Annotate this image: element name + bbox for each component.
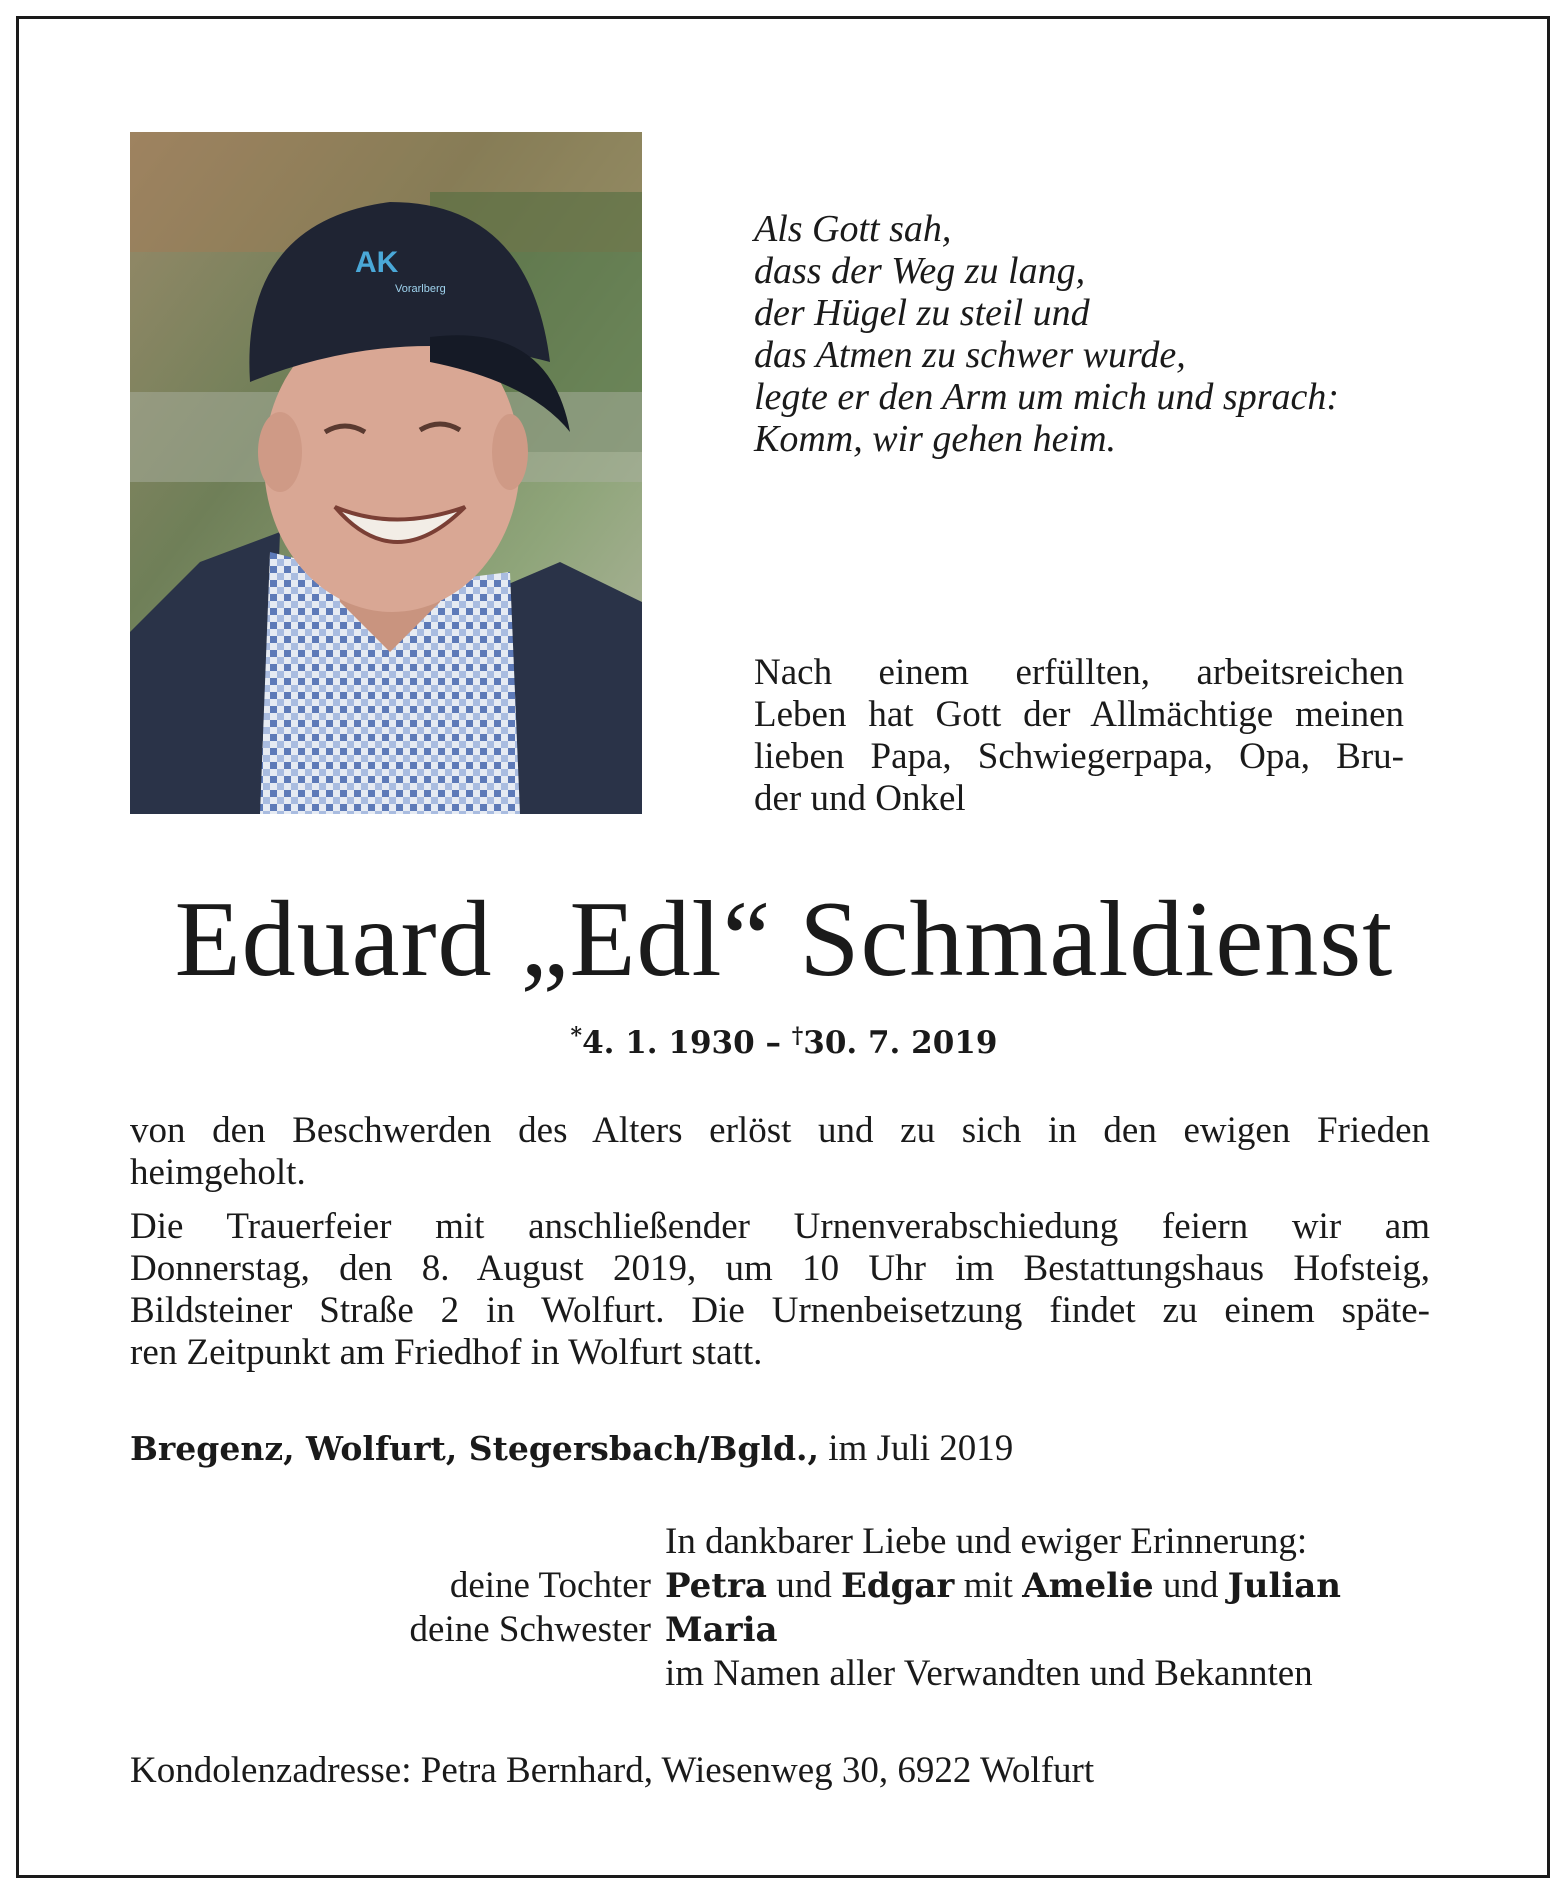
paragraph-line: heimgeholt. [130,1152,306,1193]
paragraph-line: von den Beschwerden des Alters erlöst und zu sich in den ewigen Frieden [130,1110,1430,1151]
intro-line: Nach einem erfüllten, arbeitsreichen [754,652,1404,693]
death-date: 30. 7. 2019 [803,1025,998,1061]
locations: Bregenz, Wolfurt, Stegersbach/Bgld., [130,1429,820,1468]
daughter-label: deine Tochter [449,1565,651,1606]
condolence-address: Kondolenzadresse: Petra Bernhard, Wiesenweg 30, 6922 Wolfurt [130,1750,1095,1791]
son-in-law-name: Edgar [840,1566,955,1606]
poem-line: dass der Weg zu lang, [754,250,1086,292]
month-year: im Juli 2019 [819,1428,1014,1469]
paragraph-line: ren Zeitpunkt am Friedhof in Wolfurt statt. [130,1332,763,1373]
intro-text [754,652,1404,820]
mourners-heading: In dankbarer Liebe und ewiger Erinnerung: [665,1521,1308,1562]
intro-line: Leben hat Gott der Allmächtige meinen [754,694,1404,735]
paragraph-line: Die Trauerfeier mit anschließender Urnenverabschiedung feiern wir am [130,1206,1430,1247]
connector: und [766,1565,841,1606]
announcement-paragraph [130,1110,1430,1194]
birth-date: 4. 1. 1930 [582,1025,755,1061]
life-dates [0,1016,1568,1063]
connector: und [1153,1565,1228,1606]
poem-line: das Atmen zu schwer wurde, [754,334,1186,376]
intro-line: lieben Papa, Schwiegerpapa, Opa, Bru- [754,736,1404,777]
death-symbol: † [791,1023,804,1049]
closing-line: im Namen aller Verwandten und Bekannten [665,1653,1313,1694]
birth-symbol: * [570,1023,583,1049]
intro-line: der und Onkel [754,778,966,819]
grandchild-name: Julian [1227,1566,1342,1606]
deceased-name: Eduard „Edl“ Schmaldienst [174,880,1394,999]
place-and-date [130,1428,1013,1470]
ceremony-paragraph [130,1206,1430,1374]
mourners-block [130,1520,1450,1696]
date-dash: – [754,1025,792,1061]
sister-label: deine Schwester [409,1609,651,1650]
poem-line: legte er den Arm um mich und sprach: [754,376,1340,418]
poem-line: der Hügel zu steil und [754,292,1090,334]
grandchild-name: Amelie [1022,1566,1154,1606]
sister-name: Maria [665,1610,778,1650]
poem-line: Als Gott sah, [754,208,952,250]
daughter-name: Petra [665,1566,767,1606]
paragraph-line: Bildsteiner Straße 2 in Wolfurt. Die Urnenbeisetzung findet zu einem späte- [130,1290,1430,1331]
poem-line: Komm, wir gehen heim. [754,418,1117,460]
svg-text:Vorarlberg: Vorarlberg [395,283,446,295]
svg-text:AK: AK [355,246,399,279]
memorial-poem [754,208,1454,460]
connector: mit [954,1565,1023,1606]
portrait-photo [130,132,642,814]
paragraph-line: Donnerstag, den 8. August 2019, um 10 Uhr im Bestattungshaus Hofsteig, [130,1248,1430,1289]
